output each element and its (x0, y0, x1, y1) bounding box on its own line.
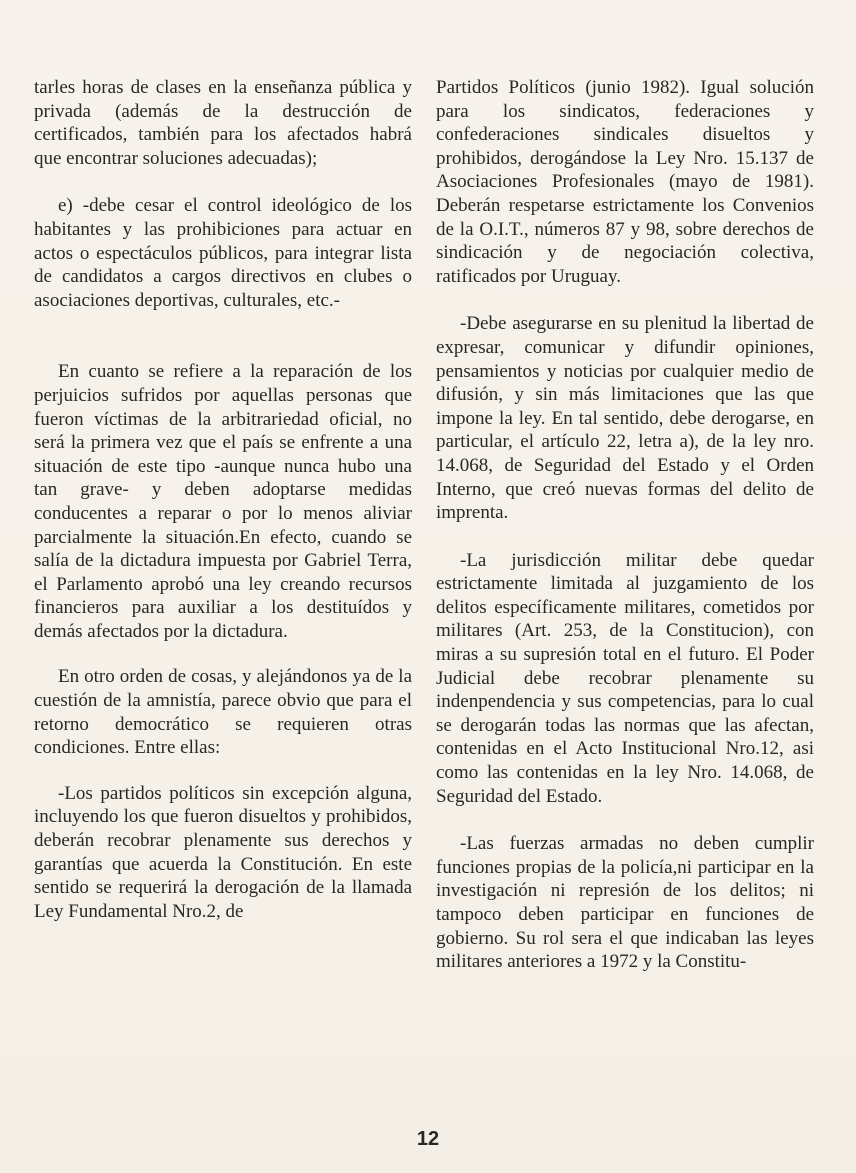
left-paragraph-3: En cuanto se refiere a la reparación de los perjuicios sufridos por aquellas personas que fueron víctimas de la arbitrariedad oficial, no será la primera vez que el país se enfrente a una situación de este tipo -aunque nunca hubo una tan grave- y deben adoptarse medidas conducentes a reparar o por lo menos aliviar parcialmente la situación.En efecto, cuando se salía de la dictadura impuesta por Gabriel Terra, el Parlamento aprobó una ley creando recursos financieros para auxiliar a los destituídos y demás afectados por la dictadura. (34, 361, 412, 642)
right-paragraph-1: Partidos Políticos (junio 1982). Igual solución para los sindicatos, federaciones y confederaciones sindicales disueltos y prohibidos, derogándose la Ley Nro. 15.137 de Asociaciones Profesionales (mayo de 1981). Deberán respetarse estrictamente los Convenios de la O.I.T., números 87 y 98, sobre derechos de sindicación y de negociación colectiva, ratificados por Uruguay. (436, 77, 814, 287)
page-number: 12 (416, 1128, 440, 1150)
left-column (34, 76, 412, 923)
left-paragraph-1: tarles horas de clases en la enseñanza pública y privada (además de la destrucción de certificados, también para los afectados habrá que encontrar soluciones adecuadas); (34, 77, 412, 169)
right-paragraph-3: -La jurisdicción militar debe quedar estrictamente limitada al juzgamiento de los delitos específicamente militares, cometidos por militares (Art. 253, de la Constitucion), con miras a su supresión total en el futuro. El Poder Judicial debe recobrar plenamente su indenpendencia y sus competencias, para lo cual se derogarán todas las normas que las afectan, contenidas en el Acto Institucional Nro.12, asi como las contenidas en la ley Nro. 14.068, de Seguridad del Estado. (436, 549, 814, 807)
left-paragraph-5: -Los partidos políticos sin excepción alguna, incluyendo los que fueron disueltos y prohibidos, deberán recobrar plenamente sus derechos y garantías que acuerda la Constitución. En este sentido se requerirá la derogación de la llamada Ley Fundamental Nro.2, de (34, 782, 412, 922)
right-paragraph-2: -Debe asegurarse en su plenitud la libertad de expresar, comunicar y difundir opiniones, pensamientos y noticias por cualquier medio de difusión, y sin más limitaciones que las que impone la ley. En tal sentido, debe derogarse, en particular, el artículo 22, letra a), de la ley nro. 14.068, de Seguridad del Estado y el Orden Interno, que creó nuevas formas del delito de imprenta. (436, 313, 814, 524)
left-paragraph-2: e) -debe cesar el control ideológico de los habitantes y las prohibiciones para actuar en actos o espectáculos públicos, para integrar lista de candidatos a cargos directivos en clubes o asociaciones deportivas, culturales, etc.- (34, 195, 412, 311)
right-column (436, 76, 814, 974)
right-paragraph-4: -Las fuerzas armadas no deben cumplir funciones propias de la policía,ni participar en la investigación ni represión de los delitos; ni tampoco deben participar en funciones de gobierno. Su rol sera el que indicaban las leyes militares anteriores a 1972 y la Constitu- (436, 833, 814, 973)
left-paragraph-4: En otro orden de cosas, y alejándonos ya de la cuestión de la amnistía, parece obvio que para el retorno democrático se requieren otras condiciones. Entre ellas: (34, 666, 412, 759)
